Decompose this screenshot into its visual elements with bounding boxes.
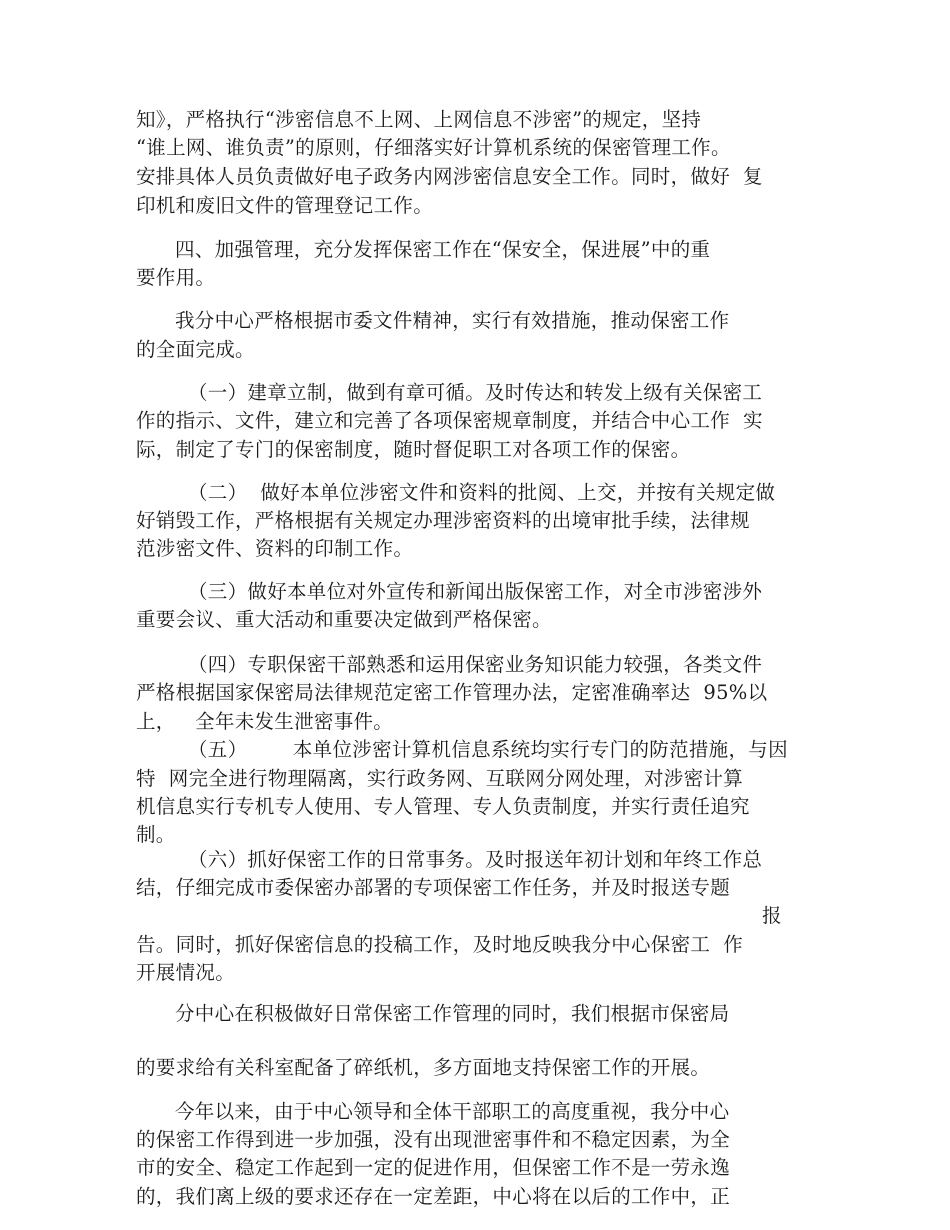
section-heading: 要作用。	[136, 266, 216, 289]
text-line: 作的指示、文件，建立和完善了各项保密规章制度，并结合中心工作 实	[136, 409, 763, 432]
text-line: 报	[762, 904, 782, 927]
text-line: 开展情况。	[136, 961, 236, 984]
text-line: 安排具体人员负责做好电子政务内网涉密信息安全工作。同时，做好 复	[136, 165, 763, 188]
text-line: 上， 全年未发生泄密事件。	[136, 710, 394, 733]
text-line: 知》，严格执行“涉密信息不上网、上网信息不涉密”的规定，坚持	[136, 108, 702, 131]
text-line: （三）做好本单位对外宣传和新闻出版保密工作，对全市涉密涉外	[136, 580, 763, 603]
text-line: 我分中心严格根据市委文件精神，实行有效措施，推动保密工作	[136, 309, 730, 332]
text-line: 今年以来，由于中心领导和全体干部职工的高度重视，我分中心	[136, 1100, 730, 1123]
text-line: （五） 本单位涉密计算机信息系统均实行专门的防范措施，与因	[136, 738, 788, 761]
text-line: 好销毁工作，严格根据有关规定办理涉密资料的出境审批手续，法律规	[136, 509, 750, 532]
text-line: 的保密工作得到进一步加强，没有出现泄密事件和不稳定因素，为全	[136, 1128, 731, 1151]
text-line: 结，仔细完成市委保密办部署的专项保密工作任务，并及时报送专题	[136, 876, 731, 899]
text-line: 分中心在积极做好日常保密工作管理的同时，我们根据市保密局	[136, 1002, 730, 1025]
text-line: （二） 做好本单位涉密文件和资料的批阅、上交，并按有关规定做	[136, 481, 776, 504]
text-line: 际，制定了专门的保密制度，随时督促职工对各项工作的保密。	[136, 438, 691, 461]
text-line: 的，我们离上级的要求还存在一定差距，中心将在以后的工作中，正	[136, 1185, 731, 1208]
text-line: 机信息实行专机专人使用、专人管理、专人负责制度，并实行责任追究	[136, 795, 750, 818]
text-line: 重要会议、重大活动和重要决定做到严格保密。	[136, 608, 552, 631]
section-heading: 四、加强管理，充分发挥保密工作在“保安全，保进展”中的重	[136, 238, 711, 261]
text-line: （六）抓好保密工作的日常事务。及时报送年初计划和年终工作总	[136, 848, 763, 871]
text-line: “谁上网、谁负责”的原则，仔细落实好计算机系统的保密管理工作。	[136, 136, 731, 159]
text-line: （四）专职保密干部熟悉和运用保密业务知识能力较强，各类文件	[136, 653, 763, 676]
text-line: 告。同时，抓好保密信息的投稿工作，及时地反映我分中心保密工 作	[136, 933, 743, 956]
text-line: 印机和废旧文件的管理登记工作。	[136, 194, 434, 217]
text-line: 严格根据国家保密局法律规范定密工作管理办法，定密准确率达 95%以	[136, 681, 768, 704]
text-line: 特 网完全进行物理隔离，实行政务网、互联网分网处理，对涉密计算	[136, 767, 743, 790]
text-line: 制。	[136, 823, 176, 846]
text-line: 的要求给有关科室配备了碎纸机，多方面地支持保密工作的开展。	[136, 1056, 711, 1079]
text-line: 市的安全、稳定工作起到一定的促进作用，但保密工作不是一劳永逸	[136, 1156, 731, 1179]
text-line: （一）建章立制，做到有章可循。及时传达和转发上级有关保密工	[136, 381, 763, 404]
text-line: 的全面完成。	[136, 338, 255, 361]
text-line: 范涉密文件、资料的印制工作。	[136, 537, 414, 560]
